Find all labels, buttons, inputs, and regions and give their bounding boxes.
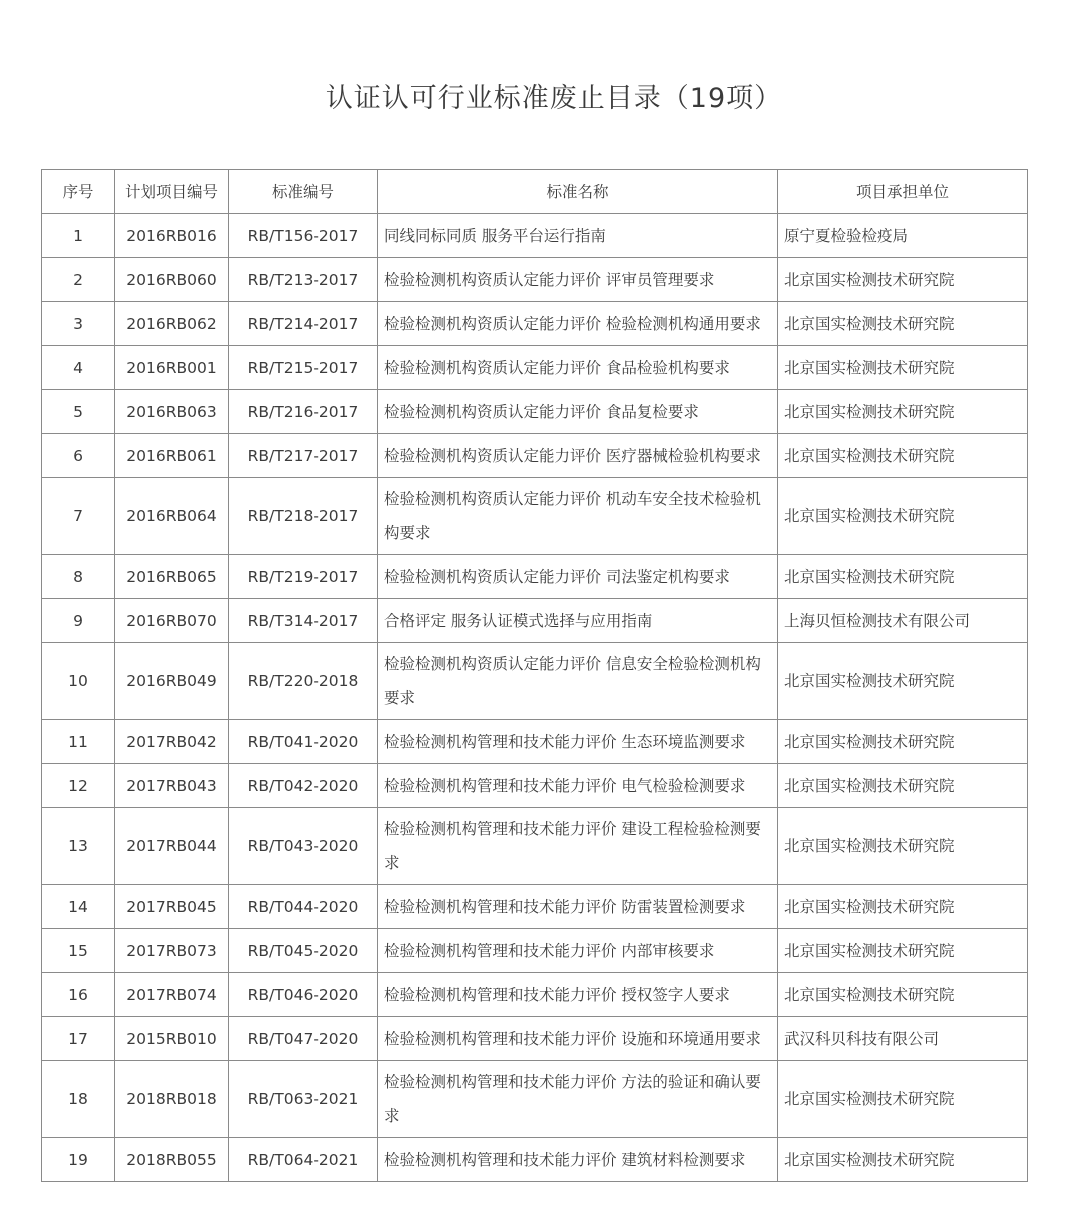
cell-standard-number: RB/T043-2020 (229, 808, 378, 885)
cell-seq: 19 (42, 1138, 115, 1182)
table-row (42, 1061, 1028, 1138)
cell-standard-name: 检验检测机构管理和技术能力评价 授权签字人要求 (378, 973, 778, 1017)
cell-seq: 8 (42, 555, 115, 599)
table-row (42, 1017, 1028, 1061)
cell-plan-number: 2016RB061 (115, 434, 229, 478)
table-row (42, 808, 1028, 885)
cell-standard-number: RB/T063-2021 (229, 1061, 378, 1138)
cell-organization: 北京国实检测技术研究院 (778, 1138, 1028, 1182)
cell-organization: 北京国实检测技术研究院 (778, 390, 1028, 434)
cell-seq: 1 (42, 214, 115, 258)
cell-seq: 6 (42, 434, 115, 478)
header-organization: 项目承担单位 (778, 170, 1028, 214)
cell-organization: 北京国实检测技术研究院 (778, 764, 1028, 808)
cell-standard-number: RB/T216-2017 (229, 390, 378, 434)
cell-seq: 10 (42, 643, 115, 720)
table-row (42, 258, 1028, 302)
cell-seq: 15 (42, 929, 115, 973)
cell-seq: 9 (42, 599, 115, 643)
cell-plan-number: 2018RB018 (115, 1061, 229, 1138)
cell-standard-number: RB/T220-2018 (229, 643, 378, 720)
header-standard-number: 标准编号 (229, 170, 378, 214)
cell-standard-name: 检验检测机构管理和技术能力评价 生态环境监测要求 (378, 720, 778, 764)
cell-standard-number: RB/T215-2017 (229, 346, 378, 390)
table-row (42, 478, 1028, 555)
table-row (42, 214, 1028, 258)
cell-plan-number: 2016RB064 (115, 478, 229, 555)
cell-standard-name: 检验检测机构资质认定能力评价 食品复检要求 (378, 390, 778, 434)
cell-standard-name: 检验检测机构资质认定能力评价 评审员管理要求 (378, 258, 778, 302)
table-row (42, 929, 1028, 973)
table-header-row (42, 170, 1028, 214)
cell-plan-number: 2017RB043 (115, 764, 229, 808)
cell-seq: 17 (42, 1017, 115, 1061)
cell-organization: 北京国实检测技术研究院 (778, 302, 1028, 346)
cell-standard-name: 检验检测机构资质认定能力评价 机动车安全技术检验机构要求 (378, 478, 778, 555)
cell-plan-number: 2017RB073 (115, 929, 229, 973)
cell-standard-name: 检验检测机构管理和技术能力评价 方法的验证和确认要求 (378, 1061, 778, 1138)
table-row (42, 764, 1028, 808)
cell-organization: 北京国实检测技术研究院 (778, 346, 1028, 390)
cell-standard-number: RB/T314-2017 (229, 599, 378, 643)
cell-organization: 原宁夏检验检疫局 (778, 214, 1028, 258)
cell-organization: 北京国实检测技术研究院 (778, 643, 1028, 720)
cell-seq: 16 (42, 973, 115, 1017)
cell-standard-name: 检验检测机构资质认定能力评价 信息安全检验检测机构要求 (378, 643, 778, 720)
cell-standard-number: RB/T044-2020 (229, 885, 378, 929)
cell-organization: 北京国实检测技术研究院 (778, 973, 1028, 1017)
cell-standard-name: 检验检测机构管理和技术能力评价 电气检验检测要求 (378, 764, 778, 808)
cell-standard-number: RB/T217-2017 (229, 434, 378, 478)
cell-plan-number: 2016RB049 (115, 643, 229, 720)
cell-plan-number: 2016RB060 (115, 258, 229, 302)
cell-standard-number: RB/T218-2017 (229, 478, 378, 555)
cell-standard-number: RB/T064-2021 (229, 1138, 378, 1182)
table-row (42, 1138, 1028, 1182)
cell-seq: 13 (42, 808, 115, 885)
cell-plan-number: 2016RB001 (115, 346, 229, 390)
cell-plan-number: 2016RB016 (115, 214, 229, 258)
header-plan-number: 计划项目编号 (115, 170, 229, 214)
table-row (42, 973, 1028, 1017)
cell-seq: 7 (42, 478, 115, 555)
cell-organization: 北京国实检测技术研究院 (778, 258, 1028, 302)
cell-standard-name: 同线同标同质 服务平台运行指南 (378, 214, 778, 258)
table-row (42, 555, 1028, 599)
cell-seq: 11 (42, 720, 115, 764)
cell-standard-number: RB/T046-2020 (229, 973, 378, 1017)
cell-organization: 北京国实检测技术研究院 (778, 434, 1028, 478)
cell-standard-name: 检验检测机构管理和技术能力评价 内部审核要求 (378, 929, 778, 973)
cell-plan-number: 2016RB063 (115, 390, 229, 434)
cell-seq: 3 (42, 302, 115, 346)
cell-plan-number: 2016RB065 (115, 555, 229, 599)
cell-standard-number: RB/T047-2020 (229, 1017, 378, 1061)
cell-organization: 上海贝恒检测技术有限公司 (778, 599, 1028, 643)
cell-plan-number: 2016RB070 (115, 599, 229, 643)
cell-organization: 北京国实检测技术研究院 (778, 555, 1028, 599)
cell-standard-number: RB/T219-2017 (229, 555, 378, 599)
cell-plan-number: 2017RB042 (115, 720, 229, 764)
cell-seq: 2 (42, 258, 115, 302)
table-row (42, 720, 1028, 764)
standards-table (41, 169, 1028, 1182)
cell-plan-number: 2017RB074 (115, 973, 229, 1017)
cell-seq: 12 (42, 764, 115, 808)
cell-standard-name: 检验检测机构资质认定能力评价 检验检测机构通用要求 (378, 302, 778, 346)
cell-standard-number: RB/T156-2017 (229, 214, 378, 258)
cell-plan-number: 2016RB062 (115, 302, 229, 346)
cell-standard-name: 检验检测机构管理和技术能力评价 建设工程检验检测要求 (378, 808, 778, 885)
cell-standard-name: 检验检测机构资质认定能力评价 司法鉴定机构要求 (378, 555, 778, 599)
header-seq: 序号 (42, 170, 115, 214)
table-row (42, 434, 1028, 478)
cell-standard-name: 检验检测机构管理和技术能力评价 防雷装置检测要求 (378, 885, 778, 929)
table-row (42, 346, 1028, 390)
cell-organization: 武汉科贝科技有限公司 (778, 1017, 1028, 1061)
cell-organization: 北京国实检测技术研究院 (778, 720, 1028, 764)
table-row (42, 390, 1028, 434)
cell-organization: 北京国实检测技术研究院 (778, 808, 1028, 885)
cell-organization: 北京国实检测技术研究院 (778, 929, 1028, 973)
cell-standard-name: 检验检测机构资质认定能力评价 医疗器械检验机构要求 (378, 434, 778, 478)
cell-standard-number: RB/T213-2017 (229, 258, 378, 302)
cell-plan-number: 2017RB045 (115, 885, 229, 929)
cell-standard-name: 检验检测机构管理和技术能力评价 设施和环境通用要求 (378, 1017, 778, 1061)
cell-plan-number: 2018RB055 (115, 1138, 229, 1182)
cell-standard-number: RB/T045-2020 (229, 929, 378, 973)
table-row (42, 599, 1028, 643)
header-standard-name: 标准名称 (378, 170, 778, 214)
table-row (42, 643, 1028, 720)
cell-plan-number: 2017RB044 (115, 808, 229, 885)
cell-seq: 14 (42, 885, 115, 929)
cell-standard-number: RB/T214-2017 (229, 302, 378, 346)
cell-organization: 北京国实检测技术研究院 (778, 1061, 1028, 1138)
page-title: 认证认可行业标准废止目录（19项） (325, 83, 783, 115)
cell-organization: 北京国实检测技术研究院 (778, 478, 1028, 555)
cell-standard-number: RB/T042-2020 (229, 764, 378, 808)
cell-organization: 北京国实检测技术研究院 (778, 885, 1028, 929)
table-row (42, 302, 1028, 346)
cell-seq: 4 (42, 346, 115, 390)
cell-seq: 5 (42, 390, 115, 434)
cell-standard-number: RB/T041-2020 (229, 720, 378, 764)
table-row (42, 885, 1028, 929)
cell-standard-name: 检验检测机构资质认定能力评价 食品检验机构要求 (378, 346, 778, 390)
cell-standard-name: 检验检测机构管理和技术能力评价 建筑材料检测要求 (378, 1138, 778, 1182)
cell-seq: 18 (42, 1061, 115, 1138)
cell-plan-number: 2015RB010 (115, 1017, 229, 1061)
cell-standard-name: 合格评定 服务认证模式选择与应用指南 (378, 599, 778, 643)
